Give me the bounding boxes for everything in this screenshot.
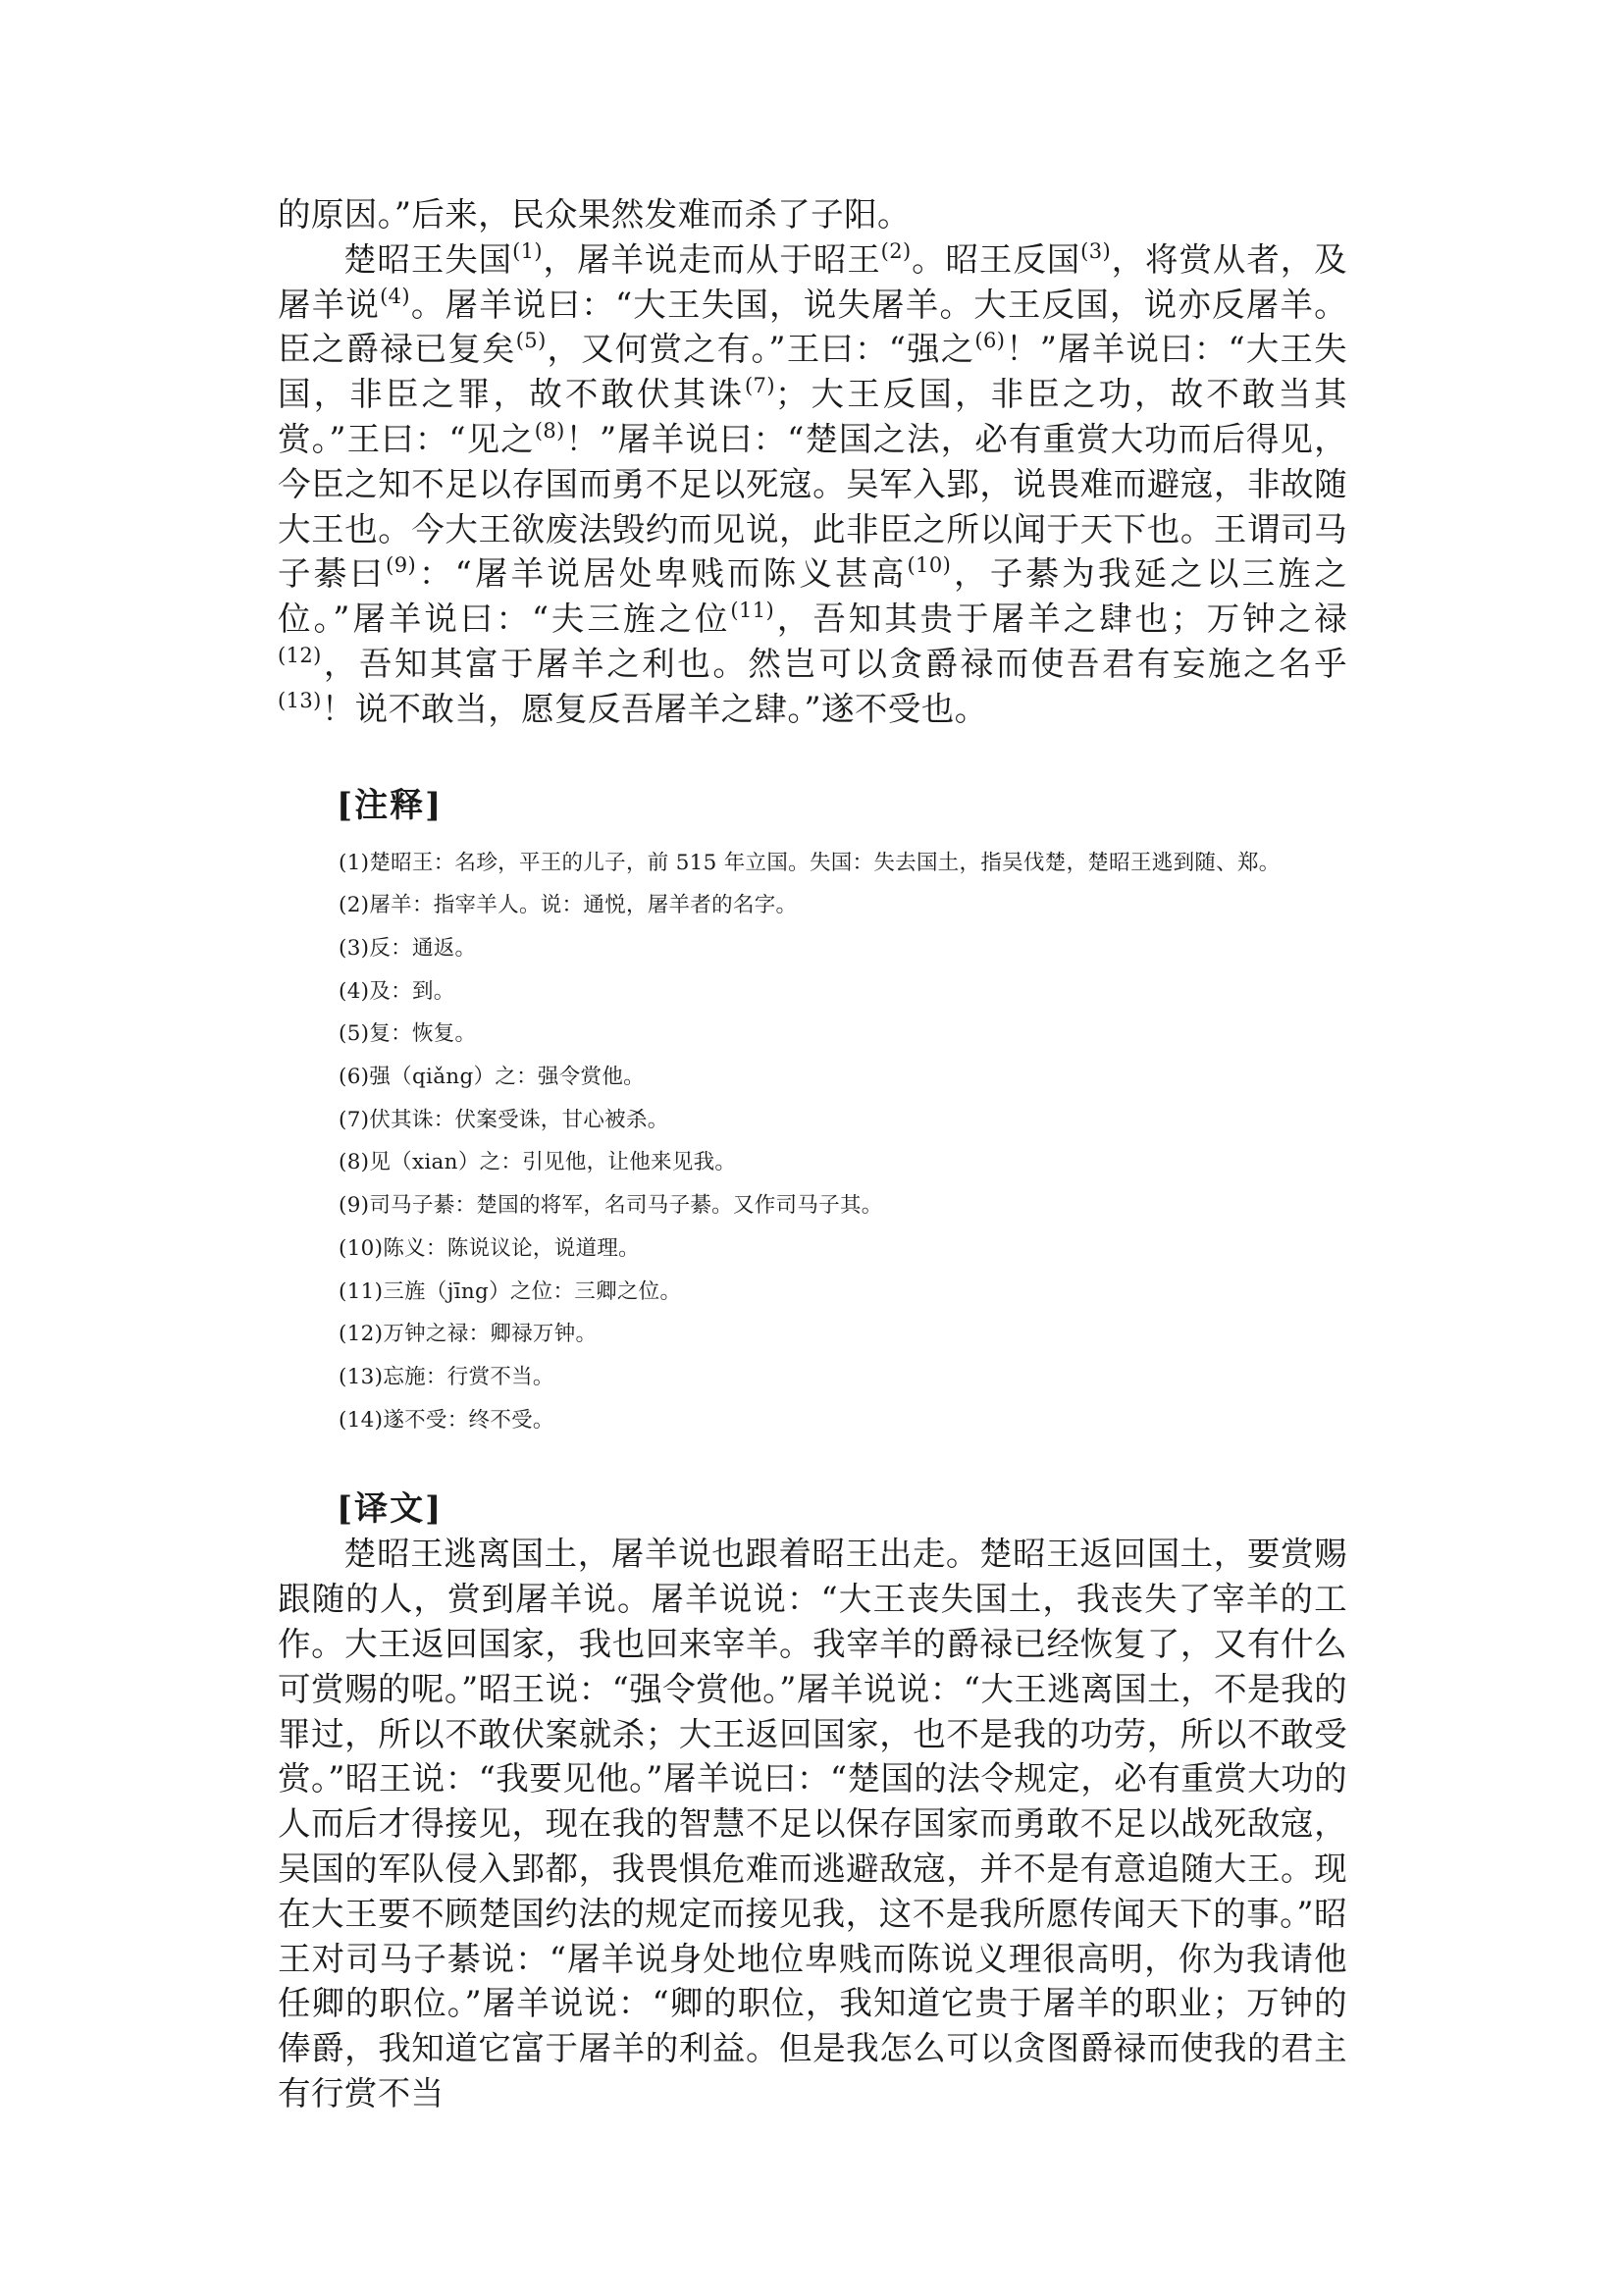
passage-text-segment: ，又何赏之有。”王曰：“强之 (546, 330, 975, 369)
passage-text-segment: 楚昭王失国 (343, 239, 513, 279)
opening-line: 的原因。”后来，民众果然发难而杀了子阳。 (278, 195, 911, 234)
translation-paragraph: 楚昭王逃离国土，屠羊说也跟着昭王出走。楚昭王返回国土，要赏赐跟随的人，赏到屠羊说。屠羊说说：“大王丧失国土，我丧失了宰羊的工作。大王返回国家，我也回来宰羊。我宰羊的爵禄已经恢复了，又有什么可赏赐的呢。”昭王说：“强令赏他。”屠羊说说：“大王逃离国土，不是我的罪过，所以不敢伏案就杀；大王返回国家，也不是我的功劳，所以不敢受赏。”昭王说：“我要见他。”屠羊说曰：“楚国的法令规定，必有重赏大功的人而后才得接见，现在我的智慧不足以保存国家而勇敢不足以战死敌寇，吴国的军队侵入郢都，我畏惧危难而逃避敌寇，并不是有意追随大王。现在大王要不顾楚国约法的规定而接见我，这不是我所愿传闻天下的事。”昭王对司马子綦说：“屠羊说身处地位卑贱而陈说义理很高明，你为我请他任卿的职位。”屠羊说说：“卿的职位，我知道它贵于屠羊的职业；万钟的俸爵，我知道它富于屠羊的利益。但是我怎么可以贪图爵禄而使我的君主有行赏不当 (278, 1535, 1347, 2112)
translation-heading: [译文] (337, 1489, 444, 1530)
footnote-marker: (9) (386, 553, 417, 578)
footnote-marker: (11) (730, 599, 775, 623)
passage-text-segment: ：“屠羊说居处卑贱而陈义甚高 (416, 554, 908, 594)
footnote-marker: (2) (880, 238, 912, 263)
note-item: (12)万钟之禄：卿禄万钟。 (339, 1322, 598, 1347)
footnote-marker: (12) (278, 643, 322, 667)
note-item: (13)忘施：行赏不当。 (339, 1365, 554, 1389)
footnote-marker: (10) (907, 553, 952, 578)
note-item: (1)楚昭王：名珍，平王的儿子，前 515 年立国。失国：失去国土，指吴伐楚，楚昭王逃到随、郑。 (339, 850, 1281, 875)
note-item: (8)见（xian）之：引见他，让他来见我。 (339, 1150, 737, 1175)
note-item: (4)及：到。 (339, 978, 455, 1004)
passage-text-segment: ，子綦为我延之以三旌之位。”屠羊说曰：“夫三旌之位 (278, 554, 1347, 639)
footnote-marker: (8) (534, 418, 565, 443)
note-item: (10)陈义：陈说议论，说道理。 (339, 1235, 640, 1261)
passage-text-segment: ，将赏从者，及屠羊说 (278, 239, 1348, 324)
passage-text-segment: ，吾知其富于屠羊之利也。然岂可以贪爵禄而使吾君有妄施之名乎 (321, 644, 1347, 683)
passage-text-segment: ，吾知其贵于屠羊之肆也；万钟之禄 (774, 600, 1347, 639)
footnote-marker: (13) (278, 688, 322, 712)
note-item: (6)强（qiǎng）之：强令赏他。 (339, 1065, 645, 1090)
note-item: (9)司马子綦：楚国的将军，名司马子綦。又作司马子其。 (339, 1193, 883, 1219)
notes-heading: [注释] (337, 785, 444, 825)
passage-text-segment: ，屠羊说走而从于昭王 (543, 239, 881, 279)
note-item: (3)反：通返。 (339, 935, 477, 961)
passage-text-segment: ！说不敢当，愿复反吾屠羊之肆。”遂不受也。 (321, 689, 988, 728)
note-item: (5)复：恢复。 (339, 1021, 477, 1047)
note-item: (7)伏其诛：伏案受诛，甘心被杀。 (339, 1107, 669, 1132)
note-item: (11)三旌（jīng）之位：三卿之位。 (339, 1278, 682, 1304)
passage-paragraph (278, 237, 1347, 732)
footnote-marker: (6) (974, 329, 1006, 353)
notes-list (278, 842, 1347, 1442)
document-page (278, 192, 1347, 2116)
footnote-marker: (5) (515, 329, 547, 353)
footnote-marker: (3) (1080, 238, 1112, 263)
passage-text-segment: 。昭王反国 (911, 239, 1081, 279)
passage-text-segment: ！”屠羊说曰：“楚国之法，必有重赏大功而后得见，今臣之知不足以存国而勇不足以死寇。吴军入郢，说畏难而避寇，非故随大王也。今大王欲废法毁约而见说，此非臣之所以闻于天下也。王谓司马子綦曰 (278, 419, 1347, 594)
passage-text-segment: ；大王反国，非臣之功，故不敢当其赏。”王曰：“见之 (278, 375, 1348, 458)
footnote-marker: (4) (380, 284, 411, 308)
passage-text-segment: ！”屠羊说曰：“大王失国，非臣之罪，故不敢伏其诛 (278, 330, 1347, 414)
note-item: (14)遂不受：终不受。 (339, 1407, 554, 1433)
footnote-marker: (7) (744, 374, 775, 398)
footnote-marker: (1) (512, 238, 544, 263)
note-item: (2)屠羊：指宰羊人。说：通悦，屠羊者的名字。 (339, 893, 798, 918)
passage-text-segment: 。屠羊说曰：“大王失国，说失屠羊。大王反国，说亦反屠羊。臣之爵禄已复矣 (278, 285, 1347, 369)
